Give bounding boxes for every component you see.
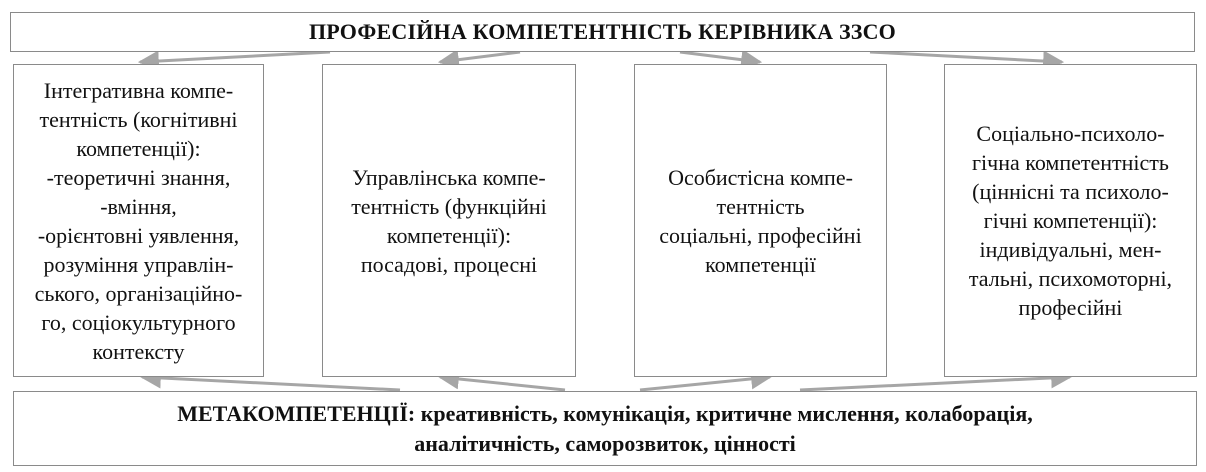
metacompetences-line-1 bbox=[177, 399, 1033, 429]
arrow-bottom-to-col3 bbox=[640, 377, 770, 390]
column-line: (ціннісні та психоло- bbox=[972, 179, 1169, 204]
metacompetences-list-part-2: аналітичність, саморозвиток, цінності bbox=[414, 430, 796, 456]
column-line: Соціально-психоло- bbox=[976, 121, 1165, 146]
diagram-title bbox=[10, 12, 1195, 52]
column-line: -орієнтовні уявлення, bbox=[37, 222, 240, 248]
column-line: гічні компетенції): bbox=[983, 208, 1158, 233]
diagram-title-text: ПРОФЕСІЙНА КОМПЕТЕНТНІСТЬ КЕРІВНИКА ЗЗСО bbox=[308, 19, 896, 44]
column-line: го, соціокультурного bbox=[41, 309, 236, 335]
column-socio-psychological-competence bbox=[944, 64, 1197, 377]
column-line: -теоретичні знання, bbox=[46, 164, 231, 190]
column-line: контексту bbox=[92, 338, 185, 364]
column-line: гічна компетентність bbox=[972, 150, 1169, 175]
column-managerial-competence bbox=[322, 64, 576, 377]
column-text bbox=[351, 163, 547, 279]
metacompetences-heading: МЕТАКОМПЕТЕНЦІЇ: bbox=[177, 400, 416, 426]
arrow-title-to-col3 bbox=[680, 52, 760, 62]
column-line: соціальні, професійні bbox=[659, 222, 862, 248]
column-integrative-competence bbox=[13, 64, 264, 377]
column-line: компетенції bbox=[705, 251, 816, 277]
column-line: розуміння управлін- bbox=[43, 251, 234, 277]
arrow-title-to-col1 bbox=[140, 52, 330, 62]
column-line: тальні, психомоторні, bbox=[968, 266, 1173, 291]
column-line: Управлінська компе- bbox=[352, 164, 546, 190]
column-line: індивідуальні, мен- bbox=[979, 237, 1162, 262]
column-line: тентність (функційні bbox=[351, 193, 547, 219]
column-line: компетенції): bbox=[76, 135, 201, 161]
column-personal-competence bbox=[634, 64, 887, 377]
column-line: ського, організаційно- bbox=[34, 280, 243, 306]
column-text bbox=[35, 76, 243, 366]
metacompetences-list-part-1: креативність, комунікація, критичне мислення, колаборація, bbox=[415, 400, 1033, 426]
column-line: компетенції): bbox=[386, 222, 512, 248]
arrow-bottom-to-col1 bbox=[142, 377, 400, 390]
arrow-title-to-col4 bbox=[870, 52, 1062, 62]
column-line: тентність bbox=[716, 193, 805, 219]
column-line: посадові, процесні bbox=[360, 251, 538, 277]
column-line: Інтегративна компе- bbox=[43, 77, 234, 103]
column-line: -вміння, bbox=[100, 193, 177, 219]
column-text bbox=[659, 163, 861, 279]
arrow-bottom-to-col2 bbox=[440, 377, 565, 390]
metacompetences-box bbox=[13, 391, 1197, 466]
column-line: тентність (когнітивні bbox=[39, 106, 238, 132]
column-line: професійні bbox=[1018, 295, 1123, 320]
column-line: Особистісна компе- bbox=[668, 164, 853, 190]
column-text bbox=[969, 119, 1172, 322]
arrow-bottom-to-col4 bbox=[800, 377, 1070, 390]
arrow-title-to-col2 bbox=[440, 52, 520, 62]
